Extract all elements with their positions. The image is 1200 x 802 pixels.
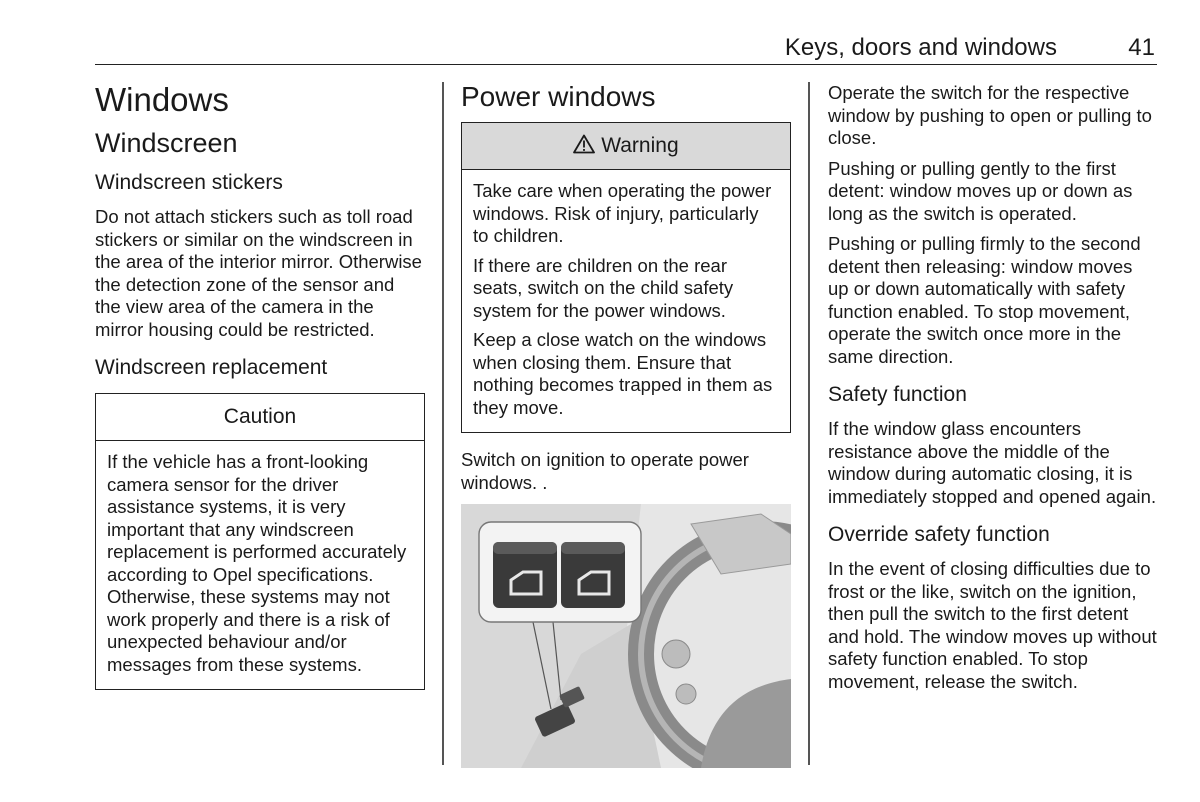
operation-paragraph: Pushing or pulling firmly to the second detent then releasing: window moves up or down automatically with safety function enabled. To stop movement, operate the switch once more in the same direction. (828, 233, 1141, 367)
column-divider (808, 82, 810, 765)
power-window-switch-illustration (461, 504, 791, 768)
stickers-text: Do not attach stickers such as toll road stickers or similar on the windscreen in the area of the interior mirror. Otherwise the detection zone of the sensor and the view area of the camera in the mirror housing could be restricted. (95, 206, 422, 340)
warning-header (462, 123, 790, 170)
ignition-text: Switch on ignition to operate power windows. . (461, 449, 749, 493)
chapter-title: Windows (95, 81, 229, 118)
column-divider (442, 82, 444, 765)
section-heading-windscreen: Windscreen (95, 128, 238, 158)
safety-text: If the window glass encounters resistance above the middle of the window during automatic closing, it is immediately stopped and opened again. (828, 418, 1157, 507)
subheading-safety-function: Safety function (828, 383, 967, 406)
subheading-stickers: Windscreen stickers (95, 171, 283, 194)
warning-title: Warning (601, 134, 679, 157)
caution-title: Caution (96, 394, 424, 441)
operation-paragraph: Pushing or pulling gently to the first detent: window moves up or down as long as the switch is operated. (828, 157, 1133, 224)
page-number: 41 (1128, 34, 1155, 61)
page-header (95, 32, 1157, 65)
warning-paragraph: If there are children on the rear seats, switch on the child safety system for the power windows. (473, 254, 734, 321)
caution-box (95, 393, 425, 690)
warning-box (461, 122, 791, 433)
column-middle (461, 82, 791, 768)
warning-paragraph: Take care when operating the power windows. Risk of injury, particularly to children. (473, 180, 772, 246)
section-heading-power-windows: Power windows (461, 81, 656, 112)
override-text: In the event of closing difficulties due to frost or the like, switch on the ignition, then pull the switch to the first detent and hold. The window moves up without safety function enabled. To stop movement, release the switch. (828, 558, 1157, 692)
operation-paragraph: Operate the switch for the respective window by pushing to open or pulling to close. (828, 82, 1152, 148)
column-left (95, 82, 425, 706)
subheading-override-safety: Override safety function (828, 523, 1050, 546)
section-title: Keys, doors and windows (784, 34, 1057, 61)
column-right (828, 82, 1158, 701)
warning-triangle-icon (573, 134, 601, 157)
caution-text: If the vehicle has a front-looking camera sensor for the driver assistance systems, it is very important that any windscreen replacement is performed accurately according to Opel specifications. Otherwise, these systems may not work properly and there is a risk of unexpected behaviour and/or messages from these systems. (107, 451, 407, 675)
warning-paragraph: Keep a close watch on the windows when closing them. Ensure that nothing becomes trapped in them as they move. (473, 329, 773, 418)
subheading-replacement: Windscreen replacement (95, 356, 328, 379)
